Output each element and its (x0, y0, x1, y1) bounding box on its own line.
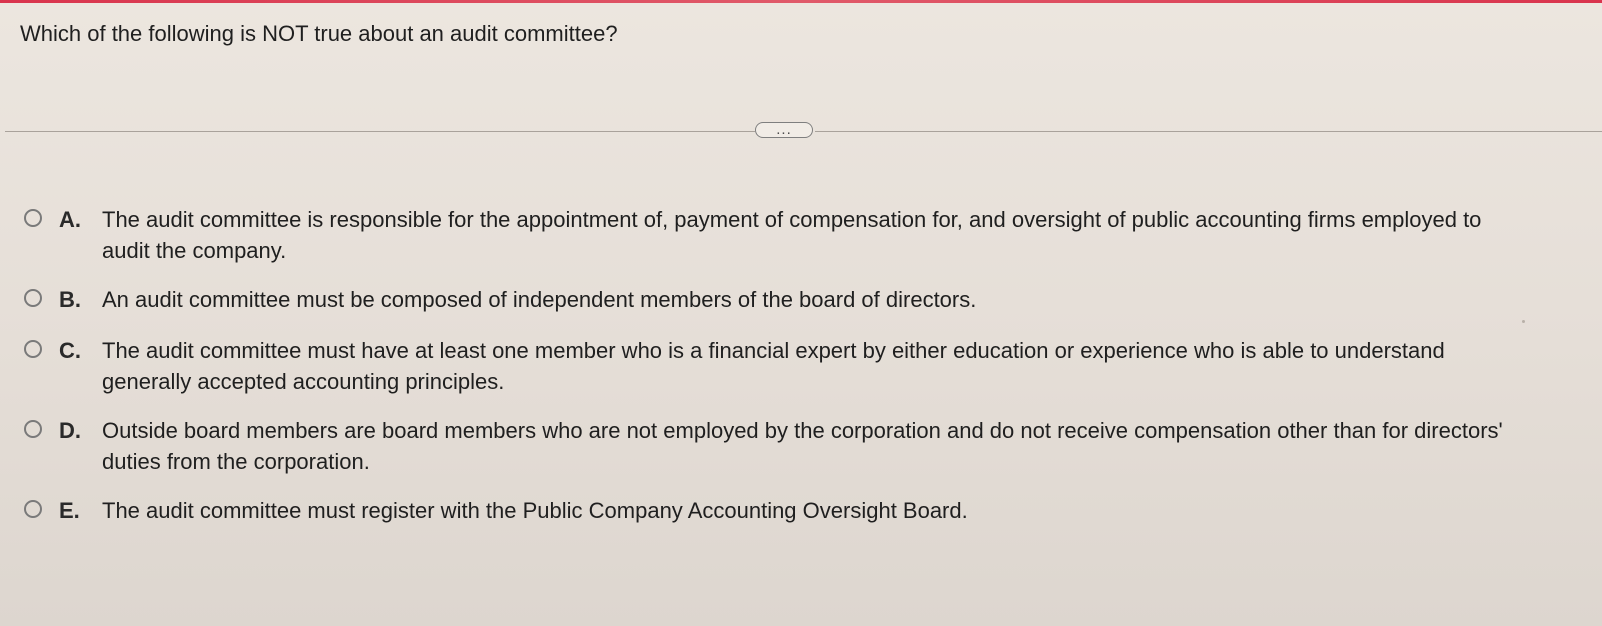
answer-option-d[interactable] (24, 415, 1534, 477)
more-options-button[interactable]: ... (755, 122, 813, 138)
option-letter-d: D. (59, 418, 81, 443)
answer-option-b[interactable] (24, 284, 1534, 315)
section-divider-right (815, 131, 1602, 132)
option-letter-b: B. (59, 287, 81, 312)
option-letter-a: A. (59, 207, 81, 232)
answer-option-e[interactable] (24, 495, 1534, 526)
radio-button-a[interactable] (24, 209, 42, 227)
option-text-a: The audit committee is responsible for the appointment of, payment of compensation for, and oversight of public accounting firms employed to audit the company. (102, 207, 1482, 263)
radio-button-d[interactable] (24, 420, 42, 438)
radio-button-b[interactable] (24, 289, 42, 307)
answer-option-c[interactable] (24, 335, 1534, 397)
option-letter-e: E. (59, 498, 80, 523)
radio-button-e[interactable] (24, 500, 42, 518)
answer-option-a[interactable] (24, 204, 1534, 266)
option-text-c: The audit committee must have at least one member who is a financial expert by either education or experience who is able to understand generally accepted accounting principles. (102, 338, 1445, 394)
section-divider-left (5, 131, 755, 132)
decorative-dot (1522, 320, 1525, 323)
question-text: Which of the following is NOT true about an audit committee? (20, 21, 618, 46)
top-accent-bar (0, 0, 1602, 3)
option-text-e: The audit committee must register with the Public Company Accounting Oversight Board. (102, 498, 968, 523)
option-letter-c: C. (59, 338, 81, 363)
option-text-b: An audit committee must be composed of independent members of the board of directors. (102, 287, 977, 312)
radio-button-c[interactable] (24, 340, 42, 358)
option-text-d: Outside board members are board members who are not employed by the corporation and do not receive compensation other than for directors' duties from the corporation. (102, 418, 1503, 474)
